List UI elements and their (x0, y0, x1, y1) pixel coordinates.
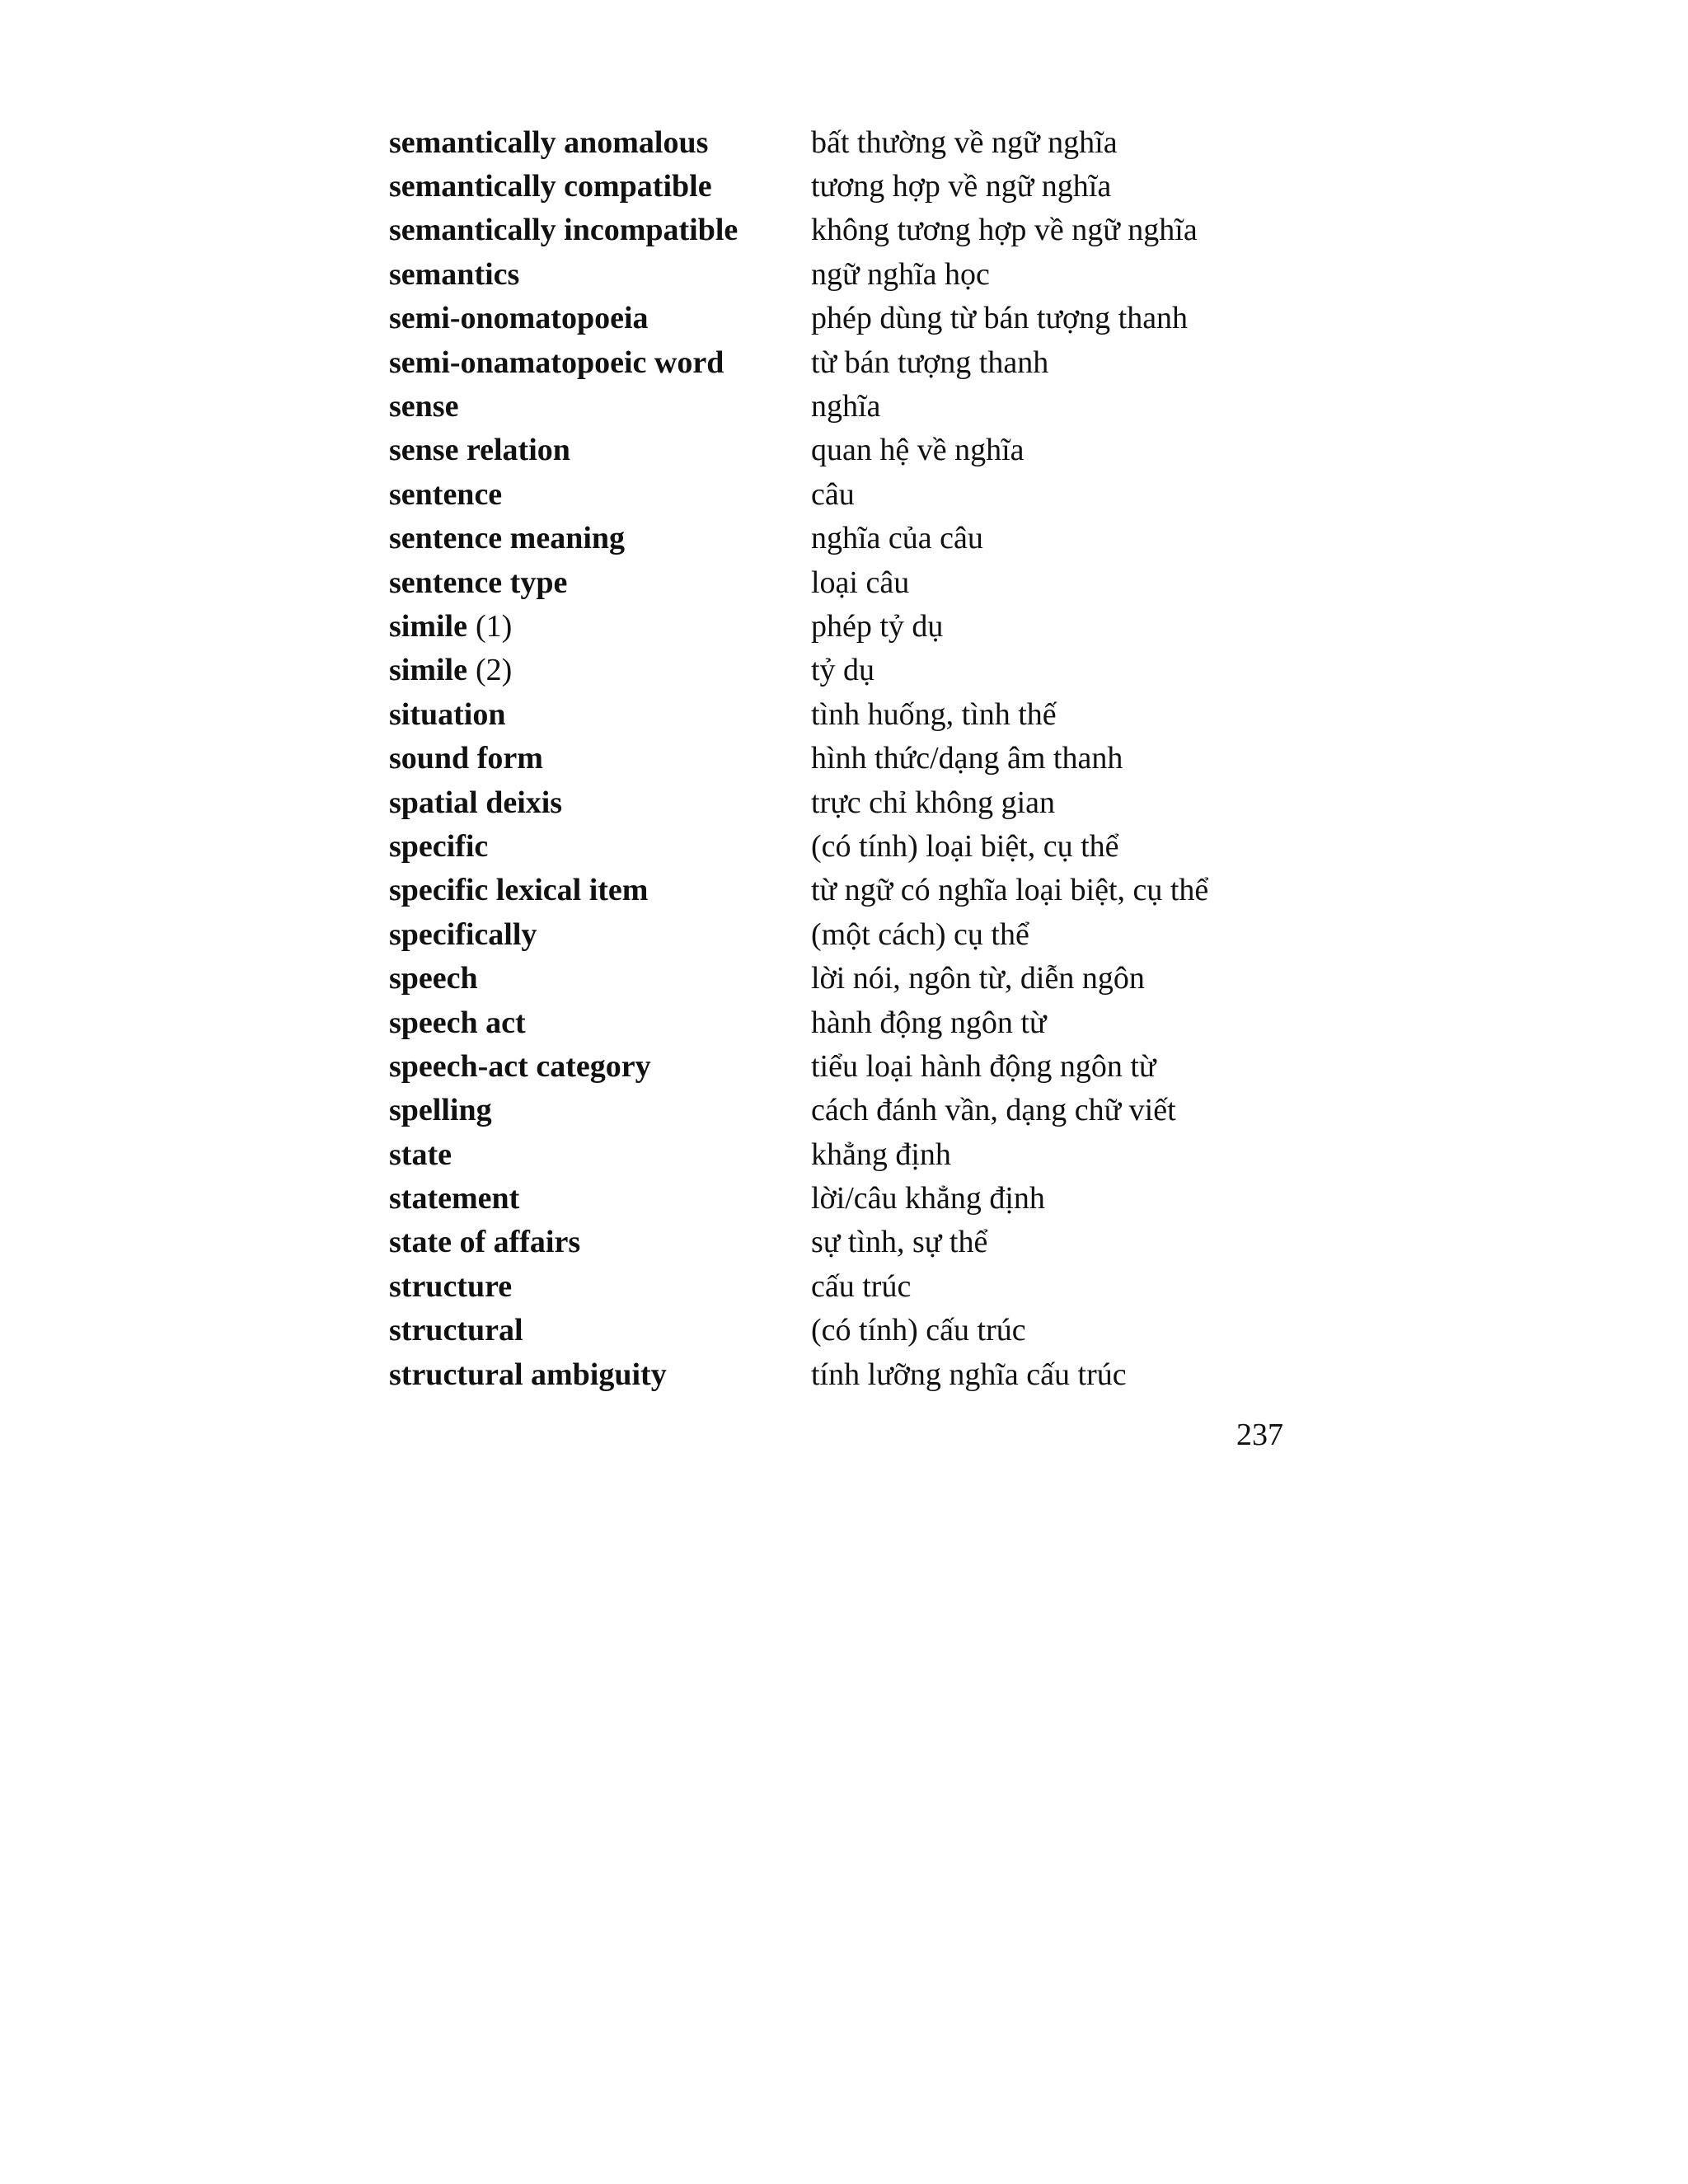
entry-definition: loại câu (811, 565, 910, 600)
glossary-entry (389, 956, 1312, 1000)
entry-term: semantically anomalous (389, 124, 709, 160)
glossary-entry (389, 1264, 1312, 1308)
entry-definition: nghĩa (811, 389, 881, 424)
entry-sense-number: (2) (475, 653, 513, 688)
entry-term: speech-act category (389, 1048, 651, 1084)
glossary-entry (389, 1221, 1312, 1264)
entry-term: semantics (389, 256, 520, 292)
glossary-entry (389, 472, 1312, 516)
entry-definition: nghĩa của câu (811, 521, 983, 556)
entry-term: sentence meaning (389, 521, 626, 556)
entry-definition: tính lưỡng nghĩa cấu trúc (811, 1357, 1127, 1392)
entry-definition: (có tính) loại biệt, cụ thể (811, 828, 1119, 864)
page-number: 237 (1236, 1418, 1283, 1452)
entry-definition: (một cách) cụ thể (811, 916, 1029, 952)
entry-term: sound form (389, 741, 543, 776)
entry-definition: phép dùng từ bán tượng thanh (811, 301, 1189, 336)
entry-definition: tiểu loại hành động ngôn từ (811, 1048, 1156, 1084)
entry-term: sense (389, 389, 459, 424)
entry-term: statement (389, 1181, 520, 1216)
entry-term: sense relation (389, 433, 570, 468)
glossary-entry (389, 1001, 1312, 1044)
entry-definition: cách đánh vần, dạng chữ viết (811, 1093, 1176, 1128)
entry-definition: phép tỷ dụ (811, 608, 944, 644)
entry-definition: hình thức/dạng âm thanh (811, 741, 1123, 776)
entry-term: specific (389, 828, 489, 864)
entry-term: situation (389, 696, 506, 732)
entry-definition: tương hợp về ngữ nghĩa (811, 169, 1112, 204)
entry-term: structure (389, 1268, 513, 1304)
entry-term: speech (389, 961, 478, 996)
glossary-entry (389, 209, 1312, 252)
glossary-entry (389, 252, 1312, 296)
glossary-list (389, 120, 1312, 1396)
glossary-entry (389, 120, 1312, 164)
entry-definition: lời nói, ngôn từ, diễn ngôn (811, 961, 1145, 996)
glossary-entry (389, 1089, 1312, 1132)
entry-definition: khẳng định (811, 1137, 951, 1172)
entry-definition: từ bán tượng thanh (811, 344, 1049, 380)
glossary-entry (389, 869, 1312, 912)
entry-term: semantically compatible (389, 169, 712, 204)
entry-term: specific lexical item (389, 873, 649, 908)
entry-definition: bất thường về ngữ nghĩa (811, 124, 1118, 160)
entry-definition: tình huống, tình thế (811, 696, 1057, 732)
entry-term: sentence (389, 476, 503, 512)
entry-sense-number: (1) (475, 608, 513, 644)
entry-term: structural ambiguity (389, 1357, 667, 1392)
entry-term: structural (389, 1313, 523, 1348)
entry-term: sentence type (389, 565, 568, 600)
entry-definition: cấu trúc (811, 1268, 912, 1304)
entry-definition: từ ngữ có nghĩa loại biệt, cụ thể (811, 873, 1209, 908)
entry-term: semi-onamatopoeic word (389, 344, 724, 380)
entry-term: state of affairs (389, 1225, 581, 1260)
entry-term: semantically incompatible (389, 213, 738, 248)
entry-term: state (389, 1137, 452, 1172)
entry-term: spatial deixis (389, 785, 563, 820)
entry-term: specifically (389, 916, 537, 952)
entry-definition: sự tình, sự thể (811, 1225, 988, 1260)
glossary-entry (389, 604, 1312, 648)
glossary-entry (389, 1352, 1312, 1396)
entry-term: semi-onomatopoeia (389, 301, 649, 336)
entry-definition: trực chỉ không gian (811, 785, 1056, 820)
glossary-entry (389, 649, 1312, 692)
glossary-entry (389, 1044, 1312, 1088)
glossary-entry (389, 340, 1312, 384)
glossary-entry (389, 164, 1312, 208)
glossary-entry (389, 517, 1312, 560)
entry-definition: không tương hợp về ngữ nghĩa (811, 213, 1198, 248)
glossary-entry (389, 692, 1312, 736)
glossary-entry (389, 429, 1312, 472)
entry-term: simile (2) (389, 653, 513, 688)
glossary-entry (389, 780, 1312, 824)
entry-definition: (có tính) cấu trúc (811, 1313, 1026, 1348)
entry-definition: tỷ dụ (811, 653, 875, 688)
glossary-entry (389, 297, 1312, 340)
entry-term: speech act (389, 1005, 526, 1040)
glossary-entry (389, 560, 1312, 604)
glossary-entry (389, 1132, 1312, 1176)
glossary-entry (389, 384, 1312, 428)
glossary-entry (389, 912, 1312, 956)
entry-term: simile (1) (389, 608, 513, 644)
glossary-entry (389, 1309, 1312, 1352)
entry-definition: hành động ngôn từ (811, 1005, 1047, 1040)
glossary-entry (389, 736, 1312, 780)
glossary-entry (389, 824, 1312, 868)
entry-term: spelling (389, 1093, 492, 1128)
entry-definition: ngữ nghĩa học (811, 256, 990, 292)
glossary-entry (389, 1176, 1312, 1220)
entry-definition: quan hệ về nghĩa (811, 433, 1025, 468)
entry-definition: câu (811, 476, 855, 512)
entry-definition: lời/câu khẳng định (811, 1181, 1045, 1216)
